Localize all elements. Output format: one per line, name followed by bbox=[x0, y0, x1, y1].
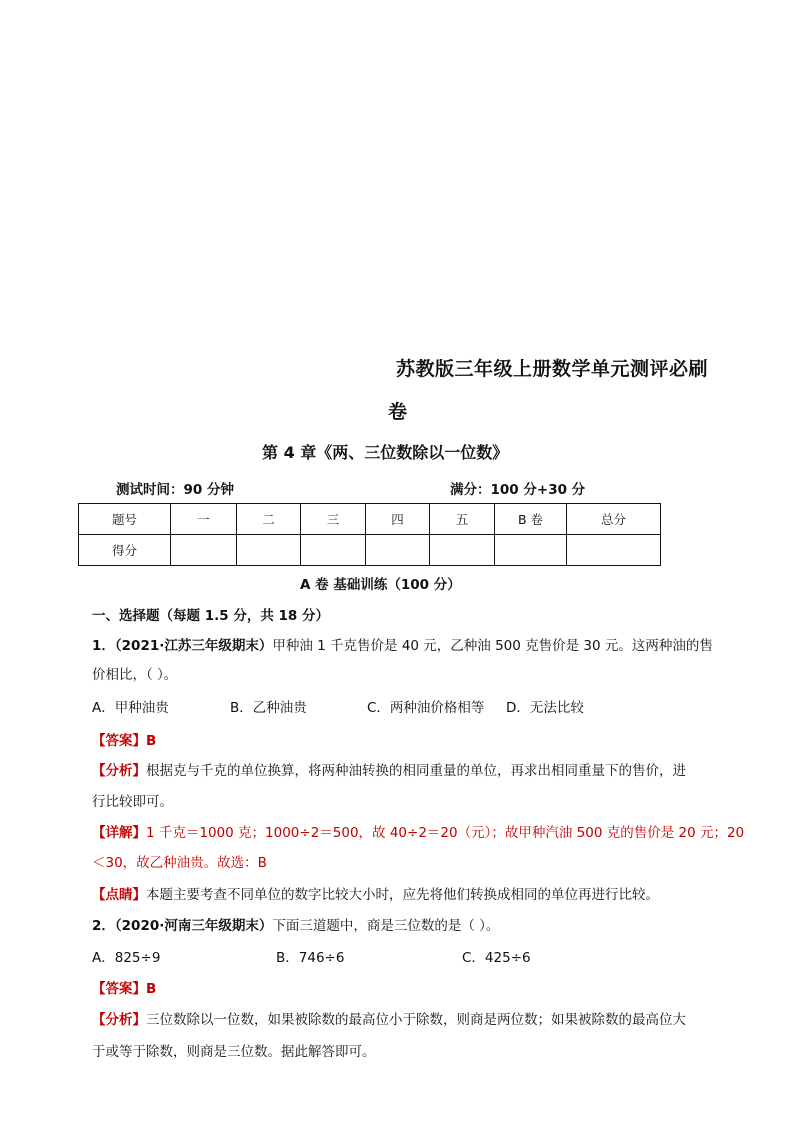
question-1-text-cont: 价相比，（ ）。 bbox=[92, 667, 178, 683]
score-cell[interactable] bbox=[171, 535, 237, 566]
full-score: 满分：100 分+30 分 bbox=[450, 482, 586, 498]
analysis-tag: 【分析】 bbox=[92, 1012, 146, 1028]
analysis-line bbox=[92, 760, 686, 782]
comment-tag: 【点睛】 bbox=[92, 887, 146, 903]
table-header-cell: 五 bbox=[430, 504, 495, 535]
option-c: C．两种油价格相等 bbox=[367, 700, 485, 716]
answer-tag: 【答案】 bbox=[92, 733, 146, 749]
analysis-text: 三位数除以一位数，如果被除数的最高位小于除数，则商是两位数；如果被除数的最高位大 bbox=[146, 1012, 686, 1028]
analysis-text: 根据克与千克的单位换算，将两种油转换的相同重量的单位，再求出相同重量下的售价，进 bbox=[146, 763, 686, 779]
table-header-cell: 题号 bbox=[79, 504, 171, 535]
page-title: 苏教版三年级上册数学单元测评必刷 bbox=[396, 358, 709, 380]
table-header-cell: 二 bbox=[237, 504, 301, 535]
analysis-tag: 【分析】 bbox=[92, 763, 146, 779]
comment-text: 本题主要考查不同单位的数字比较大小时，应先将他们转换成相同的单位再进行比较。 bbox=[146, 887, 659, 903]
table-header-cell: 四 bbox=[366, 504, 430, 535]
option-b: B．乙种油贵 bbox=[230, 700, 307, 716]
score-table bbox=[78, 503, 661, 566]
question-number: 1． bbox=[92, 638, 115, 654]
option-a: A．825÷9 bbox=[92, 950, 161, 966]
part1-heading: 一、选择题（每题 1.5 分，共 18 分） bbox=[92, 608, 330, 624]
question-source: （2020·河南三年级期末） bbox=[114, 918, 273, 934]
question-source: （2021·江苏三年级期末） bbox=[114, 638, 273, 654]
answer-value: B bbox=[146, 733, 157, 749]
row-label-cell: 得分 bbox=[79, 535, 171, 566]
score-cell[interactable] bbox=[495, 535, 567, 566]
detail-line bbox=[92, 822, 744, 844]
comment-line bbox=[92, 884, 659, 906]
table-header-cell: 一 bbox=[171, 504, 237, 535]
option-d: D．无法比较 bbox=[506, 700, 584, 716]
chapter-title: 第 4 章《两、三位数除以一位数》 bbox=[262, 443, 509, 462]
analysis-line bbox=[92, 1009, 686, 1031]
analysis-text-cont: 于或等于除数，则商是三位数。据此解答即可。 bbox=[92, 1044, 376, 1060]
answer-line bbox=[92, 978, 156, 1000]
question-number: 2． bbox=[92, 918, 115, 934]
table-header-cell: 三 bbox=[301, 504, 366, 535]
option-a: A．甲种油贵 bbox=[92, 700, 169, 716]
detail-tag: 【详解】 bbox=[92, 825, 146, 841]
page-title-continued: 卷 bbox=[388, 401, 408, 423]
score-cell[interactable] bbox=[567, 535, 661, 566]
table-row bbox=[79, 504, 661, 535]
detail-text: 1 千克＝1000 克；1000÷2＝500，故 40÷2＝20（元）；故甲种汽油 500 克的售价是 20 元；20 bbox=[146, 825, 745, 841]
option-c: C．425÷6 bbox=[462, 950, 531, 966]
answer-line bbox=[92, 730, 156, 752]
score-cell[interactable] bbox=[366, 535, 430, 566]
table-row bbox=[79, 535, 661, 566]
question-text: 下面三道题中，商是三位数的是（ ）。 bbox=[272, 918, 500, 934]
answer-value: B bbox=[146, 981, 157, 997]
table-header-cell: B 卷 bbox=[495, 504, 567, 535]
question-2 bbox=[92, 915, 499, 937]
score-cell[interactable] bbox=[301, 535, 366, 566]
test-time: 测试时间：90 分钟 bbox=[116, 482, 234, 498]
table-header-cell: 总分 bbox=[567, 504, 661, 535]
option-b: B．746÷6 bbox=[276, 950, 345, 966]
section-a-title: A 卷 基础训练（100 分） bbox=[300, 577, 461, 593]
analysis-text-cont: 行比较即可。 bbox=[92, 794, 173, 810]
score-cell[interactable] bbox=[237, 535, 301, 566]
score-cell[interactable] bbox=[430, 535, 495, 566]
question-1 bbox=[92, 635, 713, 657]
answer-tag: 【答案】 bbox=[92, 981, 146, 997]
question-text: 甲种油 1 千克售价是 40 元，乙种油 500 克售价是 30 元。这两种油的售 bbox=[272, 638, 713, 654]
detail-text-cont: ＜30，故乙种油贵。故选：B bbox=[92, 855, 267, 871]
